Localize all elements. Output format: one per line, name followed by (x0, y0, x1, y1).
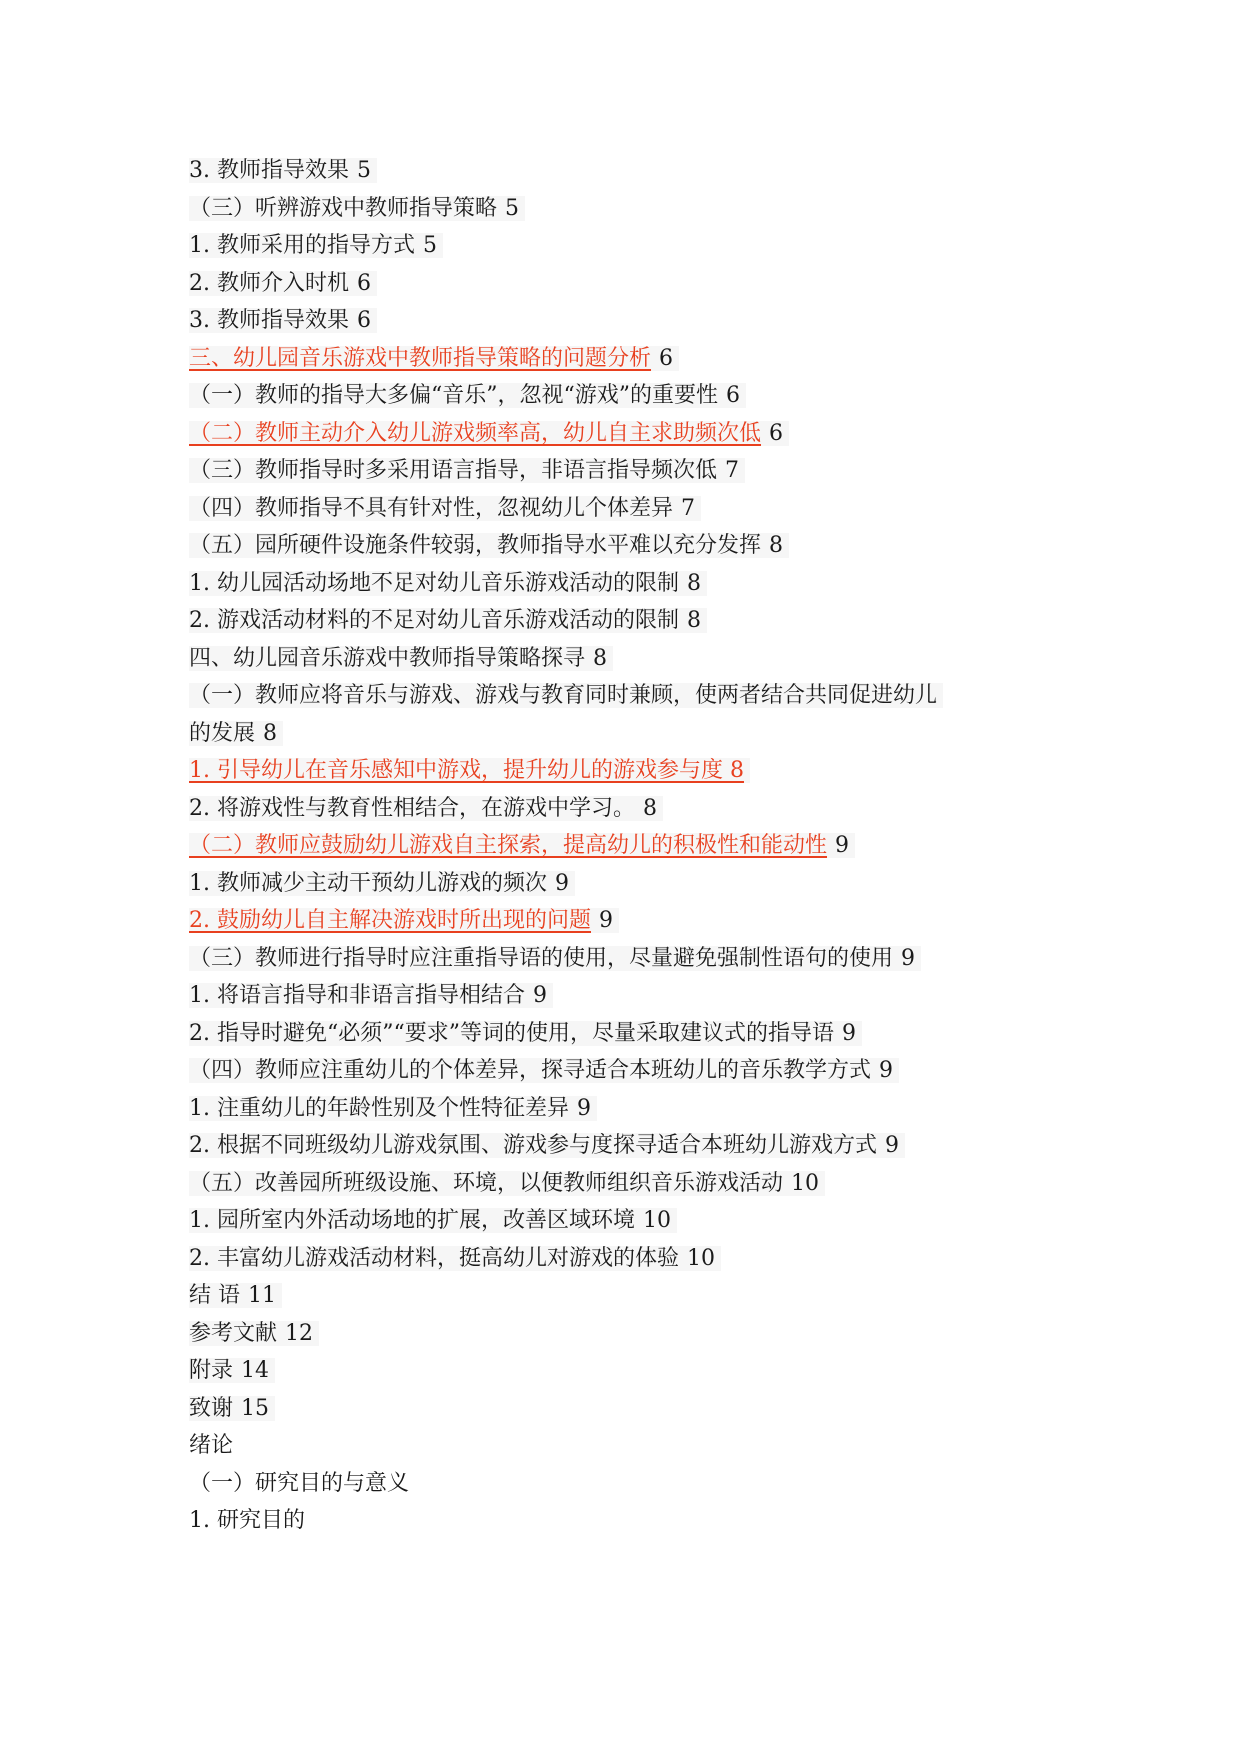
toc-entry[interactable]: 四、幼儿园音乐游戏中教师指导策略探寻 8 (189, 640, 1069, 678)
toc-entry[interactable]: （三）教师指导时多采用语言指导，非语言指导频次低 7 (189, 452, 1069, 490)
toc-entry[interactable]: （四）教师应注重幼儿的个体差异，探寻适合本班幼儿的音乐教学方式 9 (189, 1052, 1069, 1090)
toc-entry[interactable]: 参考文献 12 (189, 1315, 1069, 1353)
toc-entry[interactable]: 1. 注重幼儿的年龄性别及个性特征差异 9 (189, 1090, 1069, 1128)
toc-entry[interactable]: 结 语 11 (189, 1277, 1069, 1315)
toc-entry[interactable]: （四）教师指导不具有针对性，忽视幼儿个体差异 7 (189, 490, 1069, 528)
toc-entry-highlighted[interactable]: （二）教师应鼓励幼儿游戏自主探索，提高幼儿的积极性和能动性 9 (189, 827, 1069, 865)
toc-entry[interactable]: 2. 游戏活动材料的不足对幼儿音乐游戏活动的限制 8 (189, 602, 1069, 640)
toc-entry[interactable]: 1. 将语言指导和非语言指导相结合 9 (189, 977, 1069, 1015)
toc-entry[interactable]: （三）教师进行指导时应注重指导语的使用，尽量避免强制性语句的使用 9 (189, 940, 1069, 978)
toc-entry-highlighted[interactable]: 三、幼儿园音乐游戏中教师指导策略的问题分析 6 (189, 340, 1069, 378)
toc-entry[interactable]: （一）教师的指导大多偏“音乐”，忽视“游戏”的重要性 6 (189, 377, 1069, 415)
toc-entry-highlighted[interactable]: 2. 鼓励幼儿自主解决游戏时所出现的问题 9 (189, 902, 1069, 940)
toc-entry[interactable]: 致谢 15 (189, 1390, 1069, 1428)
toc-entry[interactable]: 1. 教师采用的指导方式 5 (189, 227, 1069, 265)
toc-entry-highlighted[interactable]: （二）教师主动介入幼儿游戏频率高，幼儿自主求助频次低 6 (189, 415, 1069, 453)
toc-entry[interactable]: （三）听辨游戏中教师指导策略 5 (189, 190, 1069, 228)
heading-introduction: 绪论 (189, 1433, 234, 1458)
toc-entry[interactable]: 2. 指导时避免“必须”“要求”等词的使用，尽量采取建议式的指导语 9 (189, 1015, 1069, 1053)
toc-entry[interactable]: 2. 教师介入时机 6 (189, 265, 1069, 303)
toc-entry-highlighted[interactable]: 1. 引导幼儿在音乐感知中游戏，提升幼儿的游戏参与度 8 (189, 752, 1069, 790)
toc-entry[interactable]: 2. 将游戏性与教育性相结合，在游戏中学习。 8 (189, 790, 1069, 828)
toc-entry[interactable]: 3. 教师指导效果 6 (189, 302, 1069, 340)
toc-entry[interactable]: 1. 教师减少主动干预幼儿游戏的频次 9 (189, 865, 1069, 903)
toc-entry[interactable]: （一）教师应将音乐与游戏、游戏与教育同时兼顾，使两者结合共同促进幼儿 (189, 677, 1069, 715)
toc-entry-continuation[interactable]: 的发展 8 (189, 715, 1069, 753)
toc-entry[interactable]: 2. 丰富幼儿游戏活动材料，挺高幼儿对游戏的体验 10 (189, 1240, 1069, 1278)
toc-entry[interactable]: 3. 教师指导效果 5 (189, 152, 1069, 190)
toc-entry[interactable]: 附录 14 (189, 1352, 1069, 1390)
table-of-contents (189, 152, 1069, 1540)
toc-entry[interactable]: （五）园所硬件设施条件较弱，教师指导水平难以充分发挥 8 (189, 527, 1069, 565)
toc-entry[interactable]: 1. 园所室内外活动场地的扩展，改善区域环境 10 (189, 1202, 1069, 1240)
subsection-heading: 1. 研究目的 (189, 1508, 305, 1533)
toc-entry[interactable]: 2. 根据不同班级幼儿游戏氛围、游戏参与度探寻适合本班幼儿游戏方式 9 (189, 1127, 1069, 1165)
toc-entry[interactable]: （五）改善园所班级设施、环境，以便教师组织音乐游戏活动 10 (189, 1165, 1069, 1203)
section-heading: （一）研究目的与意义 (189, 1470, 410, 1496)
toc-entry[interactable]: 1. 幼儿园活动场地不足对幼儿音乐游戏活动的限制 8 (189, 565, 1069, 603)
